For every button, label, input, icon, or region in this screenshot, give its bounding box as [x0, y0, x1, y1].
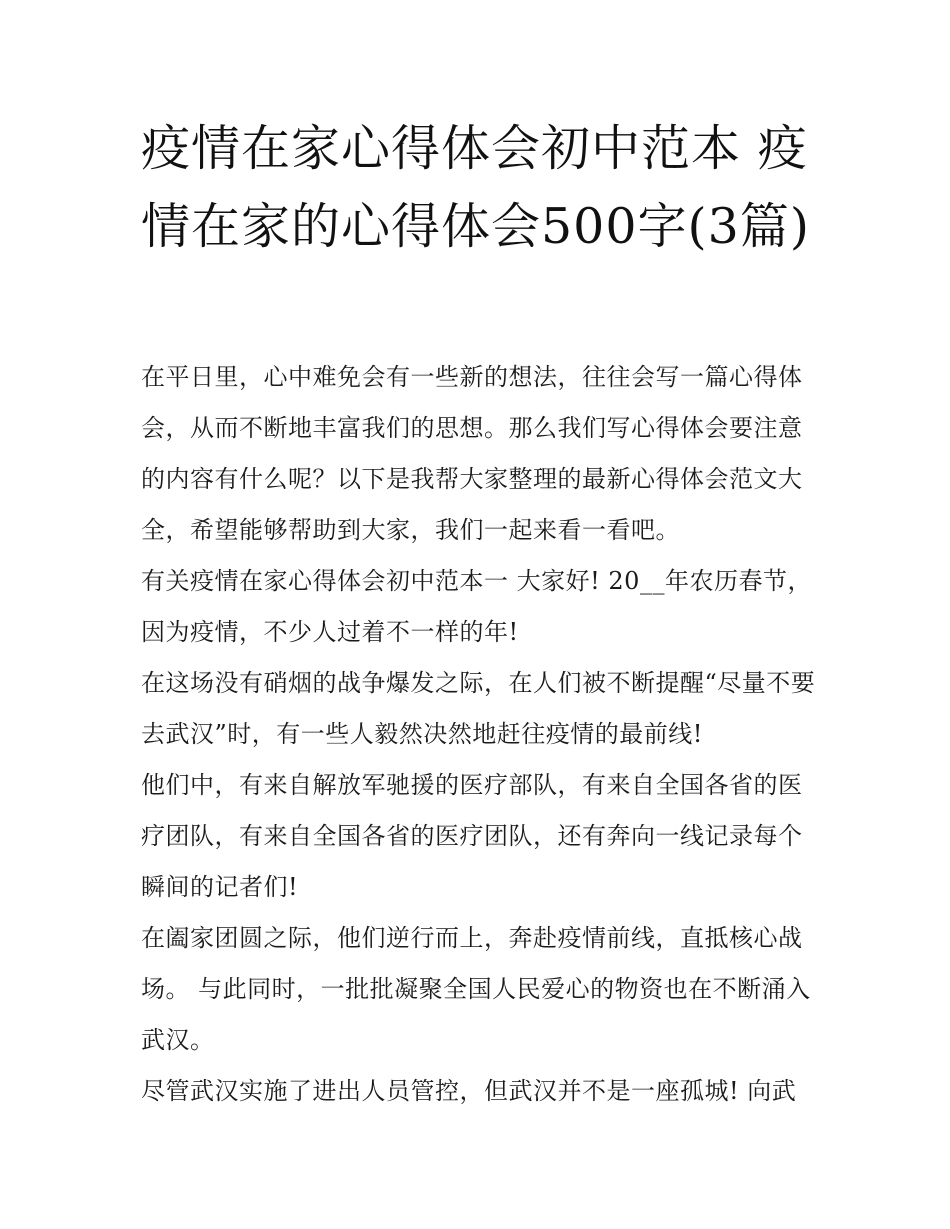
- paragraph-2: 在这场没有硝烟的战争爆发之际，在人们被不断提醒“尽量不要去武汉”时，有一些人毅然决然地赶往疫情的最前线!: [141, 669, 816, 748]
- paragraph-4: 在阖家团圆之际，他们逆行而上，奔赴疫情前线，直抵核心战场。 与此同时，一批批凝聚全国人民爱心的物资也在不断涌入武汉。: [141, 924, 811, 1054]
- paragraph-5: 尽管武汉实施了进出人员管控，但武汉并不是一座孤城! 向武: [141, 1077, 797, 1105]
- paragraph-intro: 在平日里，心中难免会有一些新的想法，往往会写一篇心得体会，从而不断地丰富我们的思想。那么我们写心得体会要注意的内容有什么呢？以下是我帮大家整理的最新心得体会范文大全，希望能够帮助到大家，我们一起来看一看吧。: [141, 363, 803, 544]
- paragraph-3: 他们中，有来自解放军驰援的医疗部队，有来自全国各省的医疗团队，有来自全国各省的医疗团队，还有奔向一线记录每个瞬间的记者们!: [141, 771, 803, 901]
- document-body: [141, 352, 816, 1117]
- paragraph-1: 有关疫情在家心得体会初中范本一 大家好! 20__年农历春节，因为疫情，不少人过着不一样的年!: [141, 567, 812, 646]
- document-title: 疫情在家心得体会初中范本 疫情在家的心得体会500字(3篇): [141, 120, 810, 255]
